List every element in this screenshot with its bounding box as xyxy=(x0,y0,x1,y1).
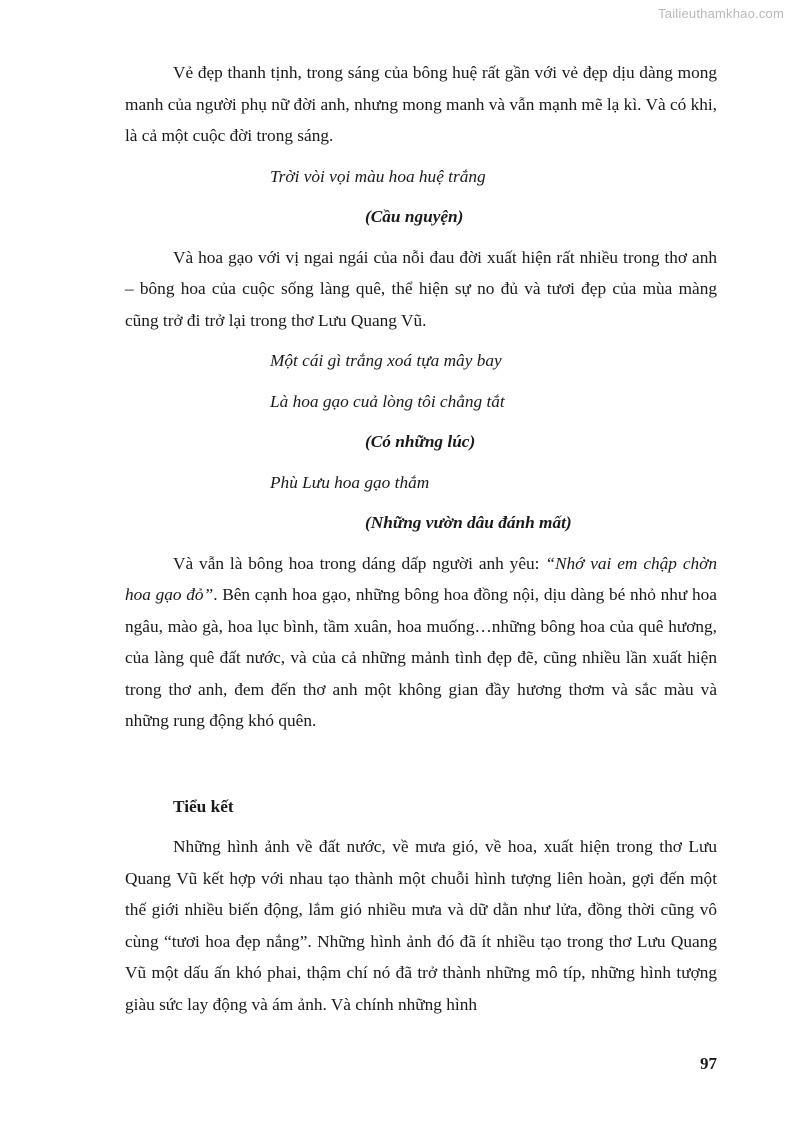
source-label: (Những vườn dâu đánh mất) xyxy=(365,513,572,532)
page-content xyxy=(125,57,717,1029)
paragraph-summary: Những hình ảnh về đất nước, về mưa gió, về hoa, xuất hiện trong thơ Lưu Quang Vũ kết hợp với nhau tạo thành một chuỗi hình tượng liên hoàn, gợi đến một thế giới nhiều biến động, lắm gió nhiều mưa và dữ dằn như lửa, đồng thời cũng vô cùng “tươi hoa đẹp nắng”. Những hình ảnh đó đã ít nhiều tạo trong thơ Lưu Quang Vũ một dấu ấn khó phai, thậm chí nó đã trở thành những mô típ, những hình tượng giàu sức lay động và ám ảnh. Và chính những hình xyxy=(125,837,717,1014)
source-label: (Cầu nguyện) xyxy=(365,207,464,226)
poem-quote-1 xyxy=(125,161,717,193)
paragraph-text: . Bên cạnh hoa gạo, những bông hoa đồng nội, dịu dàng bé nhỏ như hoa ngâu, mào gà, hoa lục bình, tầm xuân, hoa muống…những bông hoa của quê hương, của làng quê đất nước, và của cả những mảnh tình đẹp đẽ, cũng nhiều lần xuất hiện trong thơ anh, đem đến thơ anh một không gian đầy hương thơm và sắc màu và những rung động khó quên. xyxy=(125,585,717,730)
poem-line: Một cái gì trắng xoá tựa mây bay xyxy=(270,351,502,370)
page-number: 97 xyxy=(700,1054,717,1073)
paragraph-text: Và vẫn là bông hoa trong dáng dấp người anh yêu: xyxy=(173,553,546,573)
poem-line: Phù Lưu hoa gạo thắm xyxy=(270,472,430,492)
poem-source-2 xyxy=(125,426,717,458)
poem-line: Trời vòi vọi màu hoa huệ trắng xyxy=(270,166,486,186)
paragraph-lily: Vẻ đẹp thanh tịnh, trong sáng của bông huệ rất gần với vẻ đẹp dịu dàng mong manh của người phụ nữ đời anh, nhưng mong manh và vẫn mạnh mẽ lạ kì. Và có khi, là cả một cuộc đời trong sáng. xyxy=(125,63,717,145)
poem-source-3 xyxy=(125,507,717,539)
poem-line: Là hoa gạo cuả lòng tôi chẳng tắt xyxy=(270,391,505,411)
section-heading: Tiểu kết xyxy=(173,796,234,816)
watermark: Tailieuthamkhao.com xyxy=(658,6,784,21)
poem-quote-2 xyxy=(125,345,717,417)
poem-source-1 xyxy=(125,201,717,233)
poem-quote-3 xyxy=(125,467,717,499)
paragraph-kapok: Và hoa gạo với vị ngai ngái của nỗi đau đời xuất hiện rất nhiều trong thơ anh – bông hoa của cuộc sống làng quê, thể hiện sự no đủ và tươi đẹp của mùa màng cũng trở đi trở lại trong thơ Lưu Quang Vũ. xyxy=(125,247,717,330)
paragraph-flowers xyxy=(125,548,717,737)
inline-poem-quote: “Nhớ vai em chập chờn hoa gạo đỏ” xyxy=(125,553,717,604)
source-label: (Có những lúc) xyxy=(365,432,476,451)
